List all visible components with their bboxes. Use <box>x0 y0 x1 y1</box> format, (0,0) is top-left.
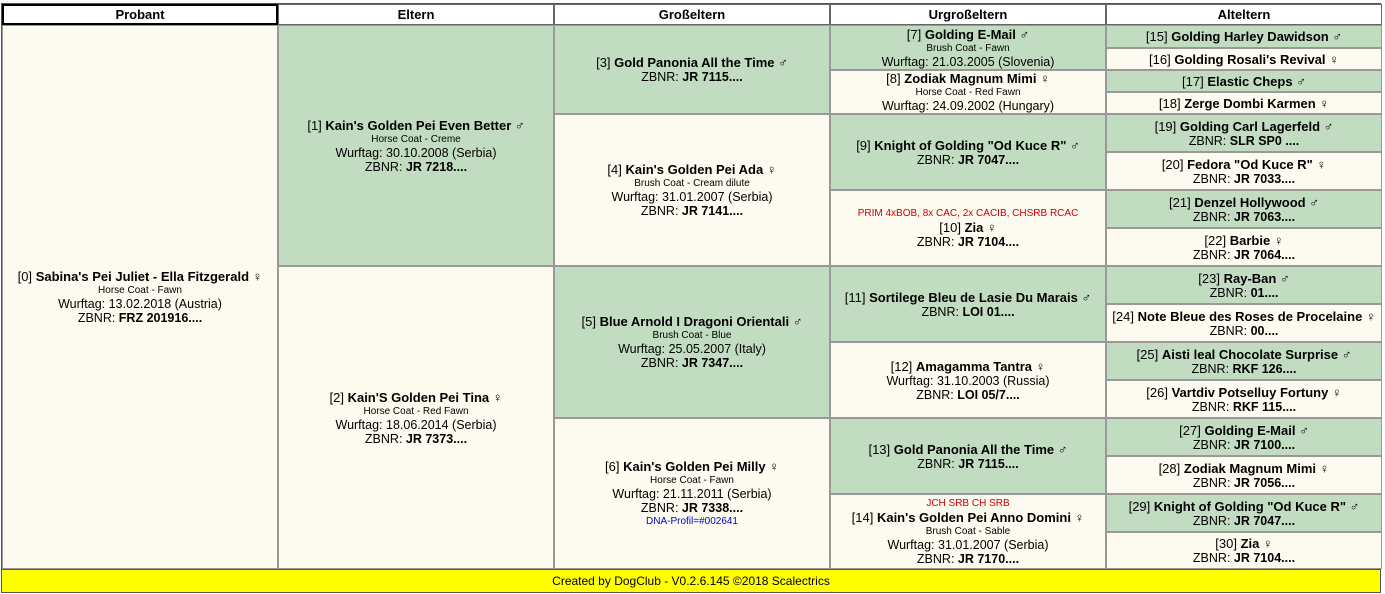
dog-name: [11] Sortilege Bleu de Lasie Du Marais ♂ <box>844 289 1092 305</box>
dog-name: [1] Kain's Golden Pei Even Better ♂ <box>307 117 525 133</box>
wurftag: Wurftag: 18.06.2014 (Serbia) <box>335 417 497 432</box>
coat: Horse Coat - Fawn <box>650 475 734 486</box>
zbnr: ZBNR: RKF 126.... <box>1191 361 1297 376</box>
dog-name: [21] Denzel Hollywood ♂ <box>1169 194 1319 210</box>
dog-cell-16[interactable] <box>1106 48 1382 70</box>
wurftag: Wurftag: 21.11.2011 (Serbia) <box>612 487 772 501</box>
header-eltern[interactable]: Eltern <box>278 4 554 25</box>
dog-cell-21[interactable] <box>1106 190 1382 228</box>
dog-name: [22] Barbie ♀ <box>1204 232 1284 248</box>
dog-name: [17] Elastic Cheps ♂ <box>1182 73 1306 89</box>
zbnr: ZBNR: JR 7063.... <box>1192 209 1296 224</box>
wurftag: Wurftag: 21.03.2005 (Slovenia) <box>881 54 1055 69</box>
zbnr: ZBNR: JR 7047.... <box>916 152 1020 167</box>
dog-cell-19[interactable] <box>1106 114 1382 152</box>
dog-name: [15] Golding Harley Dawidson ♂ <box>1145 29 1343 44</box>
dog-cell-probant[interactable] <box>2 25 278 569</box>
dog-cell-23[interactable] <box>1106 266 1382 304</box>
dog-cell-6[interactable] <box>554 418 830 569</box>
dog-cell-26[interactable] <box>1106 380 1382 418</box>
dog-name: [9] Knight of Golding "Od Kuce R" ♂ <box>856 137 1080 153</box>
zbnr: ZBNR: JR 7218.... <box>364 159 468 174</box>
dog-name: [0] Sabina's Pei Juliet - Ella Fitzgerald ♀ <box>17 269 263 284</box>
dog-cell-15[interactable] <box>1106 25 1382 48</box>
dog-name: [19] Golding Carl Lagerfeld ♂ <box>1154 118 1334 134</box>
dog-cell-9[interactable] <box>830 114 1106 190</box>
dog-name: [8] Zodiak Magnum Mimi ♀ <box>886 71 1050 86</box>
dog-cell-12[interactable] <box>830 342 1106 418</box>
footer-credit: Created by DogClub - V0.2.6.145 ©2018 Scalectrics <box>1 569 1381 593</box>
dog-cell-20[interactable] <box>1106 152 1382 190</box>
dog-name: [27] Golding E-Mail ♂ <box>1179 422 1309 438</box>
dog-name: [14] Kain's Golden Pei Anno Domini ♀ <box>851 510 1085 525</box>
zbnr: ZBNR: FRZ 201916.... <box>77 311 203 325</box>
zbnr: ZBNR: JR 7347.... <box>640 356 744 370</box>
wurftag: Wurftag: 13.02.2018 (Austria) <box>58 297 222 311</box>
header-urgrosseltern[interactable]: Urgroßeltern <box>830 4 1106 25</box>
dog-name: [18] Zerge Dombi Karmen ♀ <box>1158 95 1330 111</box>
zbnr: ZBNR: JR 7170.... <box>916 552 1020 566</box>
titles: JCH SRB CH SRB <box>926 498 1010 509</box>
dog-cell-4[interactable] <box>554 114 830 266</box>
zbnr: ZBNR: JR 7064.... <box>1192 247 1296 262</box>
zbnr: ZBNR: JR 7115.... <box>917 456 1019 471</box>
dog-name: [6] Kain's Golden Pei Milly ♀ <box>605 459 779 474</box>
zbnr: ZBNR: JR 7338.... <box>640 501 744 515</box>
wurftag: Wurftag: 31.01.2007 (Serbia) <box>611 190 773 204</box>
zbnr: ZBNR: JR 7104.... <box>916 235 1020 249</box>
zbnr: ZBNR: JR 7033.... <box>1192 171 1296 186</box>
dog-cell-3[interactable] <box>554 25 830 114</box>
titles: PRIM 4xBOB, 8x CAC, 2x CACIB, CHSRB RCAC <box>857 208 1079 219</box>
dog-name: [29] Knight of Golding "Od Kuce R" ♂ <box>1128 498 1360 514</box>
zbnr: ZBNR: JR 7373.... <box>364 431 468 446</box>
dog-name: [24] Note Bleue des Roses de Procelaine ♀ <box>1112 308 1376 324</box>
coat: Brush Coat - Cream dilute <box>634 178 750 189</box>
dog-name: [5] Blue Arnold I Dragoni Orientali ♂ <box>581 314 803 329</box>
dna-profile-link[interactable]: DNA-Profil=#002641 <box>646 516 738 527</box>
zbnr: ZBNR: 01.... <box>1209 285 1279 300</box>
header-probant[interactable]: Probant <box>2 4 278 25</box>
dog-cell-29[interactable] <box>1106 494 1382 532</box>
zbnr: ZBNR: JR 7056.... <box>1192 475 1296 490</box>
dog-name: [10] Zia ♀ <box>939 220 997 235</box>
zbnr: ZBNR: JR 7047.... <box>1192 513 1296 528</box>
dog-name: [2] Kain'S Golden Pei Tina ♀ <box>329 389 503 405</box>
dog-name: [3] Gold Panonia All the Time ♂ <box>596 55 788 70</box>
dog-name: [12] Amagamma Tantra ♀ <box>890 358 1046 374</box>
wurftag: Wurftag: 31.10.2003 (Russia) <box>886 373 1050 388</box>
dog-cell-13[interactable] <box>830 418 1106 494</box>
coat: Horse Coat - Creme <box>371 133 461 145</box>
wurftag: Wurftag: 30.10.2008 (Serbia) <box>335 145 497 160</box>
dog-cell-25[interactable] <box>1106 342 1382 380</box>
dog-name: [28] Zodiak Magnum Mimi ♀ <box>1158 460 1330 476</box>
dog-cell-1[interactable] <box>278 25 554 266</box>
zbnr: ZBNR: LOI 01.... <box>921 304 1015 319</box>
wurftag: Wurftag: 31.01.2007 (Serbia) <box>887 538 1049 552</box>
dog-cell-8[interactable] <box>830 70 1106 114</box>
dog-name: [20] Fedora "Od Kuce R" ♀ <box>1161 156 1327 172</box>
zbnr: ZBNR: SLR SP0 .... <box>1188 133 1300 148</box>
zbnr: ZBNR: LOI 05/7.... <box>916 387 1020 402</box>
zbnr: ZBNR: RKF 115.... <box>1191 399 1297 414</box>
zbnr: ZBNR: 00.... <box>1209 323 1279 338</box>
dog-cell-22[interactable] <box>1106 228 1382 266</box>
dog-cell-7[interactable] <box>830 25 1106 70</box>
wurftag: Wurftag: 25.05.2007 (Italy) <box>618 342 766 356</box>
zbnr: ZBNR: JR 7115.... <box>641 70 743 84</box>
dog-name: [7] Golding E-Mail ♂ <box>906 26 1030 42</box>
dog-cell-14[interactable] <box>830 494 1106 569</box>
coat: Brush Coat - Sable <box>925 526 1011 537</box>
dog-name: [25] Aisti leal Chocolate Surprise ♂ <box>1136 346 1352 362</box>
zbnr: ZBNR: JR 7141.... <box>640 204 744 218</box>
dog-cell-11[interactable] <box>830 266 1106 342</box>
dog-name: [26] Vartdiv Potselluy Fortuny ♀ <box>1146 384 1342 400</box>
dog-name: [4] Kain's Golden Pei Ada ♀ <box>607 162 777 177</box>
header-grosseltern[interactable]: Großeltern <box>554 4 830 25</box>
dog-name: [23] Ray-Ban ♂ <box>1198 270 1290 286</box>
dog-cell-17[interactable] <box>1106 70 1382 92</box>
dog-cell-27[interactable] <box>1106 418 1382 456</box>
dog-cell-18[interactable] <box>1106 92 1382 114</box>
dog-cell-30[interactable] <box>1106 532 1382 569</box>
coat: Horse Coat - Red Fawn <box>363 405 469 417</box>
zbnr: ZBNR: JR 7100.... <box>1192 437 1296 452</box>
dog-cell-28[interactable] <box>1106 456 1382 494</box>
coat: Brush Coat - Fawn <box>926 42 1010 54</box>
zbnr: ZBNR: JR 7104.... <box>1192 551 1296 565</box>
header-alteltern[interactable]: Alteltern <box>1106 4 1382 25</box>
coat: Horse Coat - Red Fawn <box>915 87 1021 98</box>
coat: Horse Coat - Fawn <box>98 285 182 296</box>
dog-name: [30] Zia ♀ <box>1215 536 1273 551</box>
dog-name: [16] Golding Rosali's Revival ♀ <box>1149 51 1339 67</box>
dog-cell-24[interactable] <box>1106 304 1382 342</box>
pedigree-table <box>1 3 1381 569</box>
dog-cell-10[interactable] <box>830 190 1106 266</box>
wurftag: Wurftag: 24.09.2002 (Hungary) <box>881 99 1055 113</box>
dog-name: [13] Gold Panonia All the Time ♂ <box>868 441 1068 457</box>
dog-cell-5[interactable] <box>554 266 830 418</box>
dog-cell-2[interactable] <box>278 266 554 569</box>
coat: Brush Coat - Blue <box>652 330 732 341</box>
